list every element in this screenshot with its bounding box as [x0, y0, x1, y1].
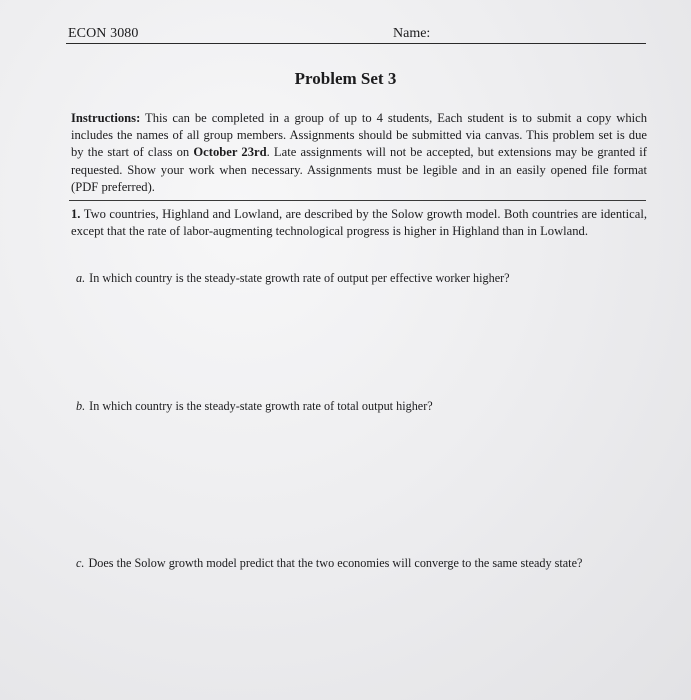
page-title: Problem Set 3	[294, 69, 397, 88]
name-label: Name:	[393, 26, 431, 41]
question-1a	[76, 270, 642, 287]
question-1a-text: In which country is the steady-state growth rate of output per effective worker higher?	[89, 271, 510, 285]
question-1b	[76, 398, 642, 415]
instructions-text-1: This can be completed in a group of up to 4 students, Each student is to submit a copy which includes the names of all group members. Assignments should be submitted via canvas. This problem set is due by the start of class on	[71, 111, 647, 160]
instructions-divider	[69, 200, 646, 201]
question-1a-label: a.	[76, 271, 86, 285]
instructions-text-2: . Late assignments will not be accepted, but extensions may be granted if requested. Show your work when necessary. Assignments must be legible and in an easily opened file format (PDF preferred).	[71, 145, 647, 194]
question-1-number: 1.	[71, 207, 81, 221]
question-1c-text: Does the Solow growth model predict that the two economies will converge to the same steady state?	[88, 556, 583, 570]
question-1c	[76, 555, 642, 572]
question-1c-label: c.	[76, 556, 85, 570]
instructions-label: Instructions:	[71, 111, 141, 125]
question-1b-label: b.	[76, 399, 86, 413]
question-1	[71, 206, 647, 241]
question-1-text: Two countries, Highland and Lowland, are described by the Solow growth model. Both countries are identical, except that the rate of labor-augmenting technological progress is higher in Highland than in Lowland.	[71, 207, 647, 239]
instructions-paragraph	[71, 110, 647, 196]
due-date: October 23rd	[193, 145, 267, 160]
course-code: ECON 3080	[68, 26, 139, 41]
question-1b-text: In which country is the steady-state growth rate of total output higher?	[89, 399, 433, 413]
header-divider	[66, 43, 646, 44]
